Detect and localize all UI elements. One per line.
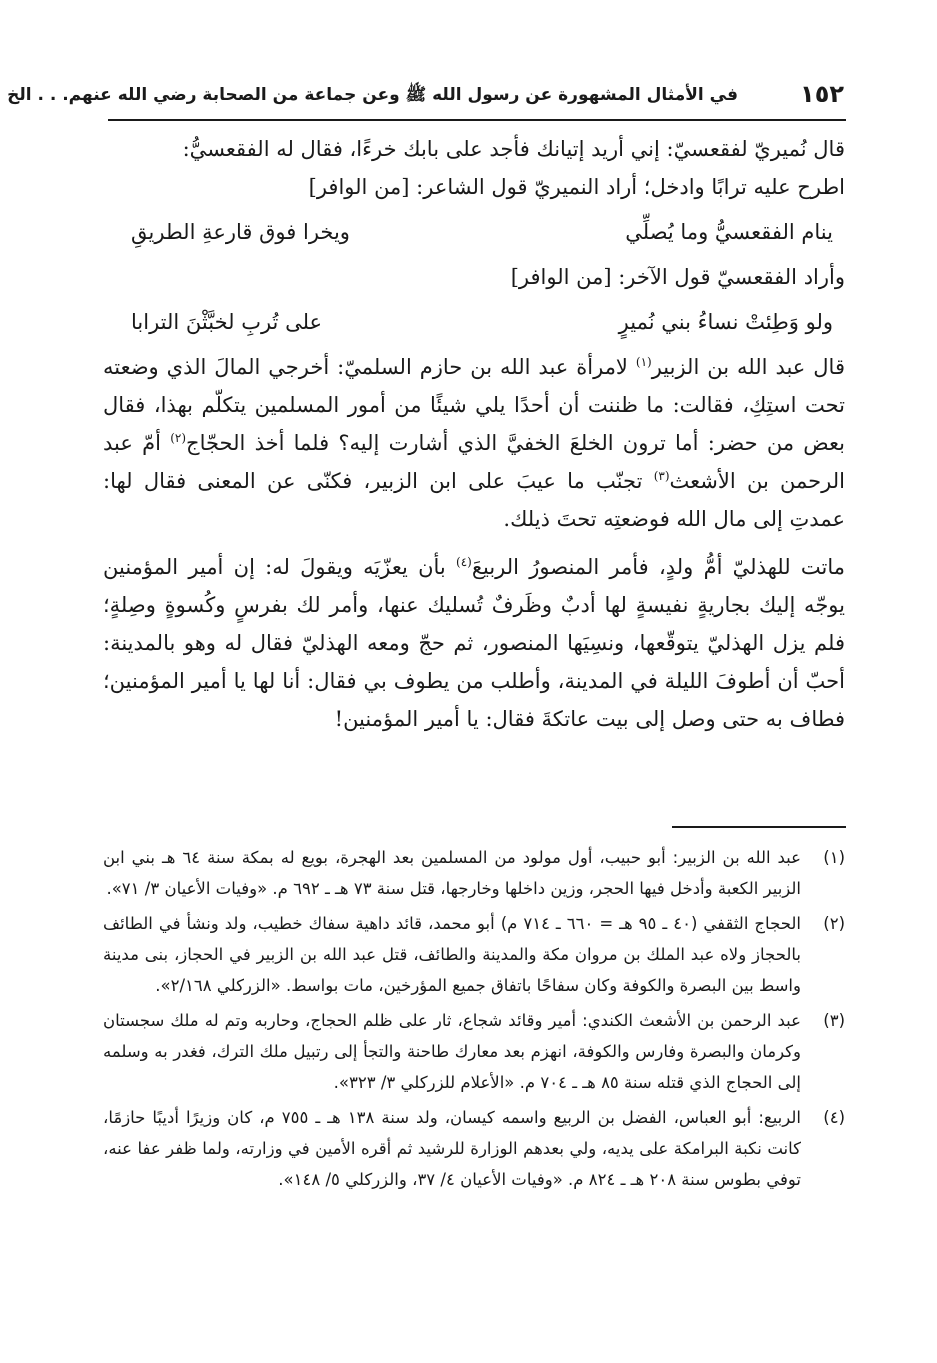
header-divider xyxy=(108,119,846,121)
verse-1-second-hemistich: ويخرا فوق قارعةِ الطريقِ xyxy=(131,220,350,244)
paragraph-4 xyxy=(103,548,845,738)
verse-2 xyxy=(103,296,845,348)
paragraph-4-part-a: ماتت للهذليّ أمُّ ولدٍ، فأمر المنصورُ الربيعَ xyxy=(471,555,845,579)
footnote-text: الربيع: أبو العباس، الفضل بن الربيع واسمه كيسان، ولد سنة ١٣٨ هـ ـ ٧٥٥ م، كان وزيرًا أديبًا حازمًا، كانت نكبة البرامكة على يديه، ولي بعدهم الوزارة للرشيد ثم أقره الأمين في وزارته، ولما ظفر عفا عنه، توفي بطوس سنة ٢٠٨ هـ ـ ٨٢٤ م. «وفيات الأعيان ٤/ ٣٧، والزركلي ٥/ ١٤٨». xyxy=(103,1108,801,1189)
paragraph-1 xyxy=(103,130,845,206)
verse-2-first-hemistich: ولو وَطِئتْ نساءُ بني نُميرٍ xyxy=(618,310,833,334)
paragraph-3-part-d: تجنّب ما عيبَ على ابن الزبير، فكنّى عن المعنى فقال لها: عمدتِ إلى مال الله فوضعتِه تحتَ ذيلك. xyxy=(103,469,845,531)
footnotes xyxy=(103,842,845,1199)
paragraph-1-line-2: اطرح عليه ترابًا وادخل؛ أراد النميريّ قول الشاعر: [من الوافر] xyxy=(308,175,845,199)
footnote-ref-1[interactable]: (١) xyxy=(635,355,652,369)
paragraph-3-part-b: لامرأة عبد الله بن حازم السلميّ: أخرجي المالَ الذي وضعته تحت استِكِ، فقالت: ما ظننت أن أحدًا يلي شيئًا من أمور المسلمين يتكلّم بهذا، فقال بعض من حضر: أما ترون الخلعَ الخفيَّ الذي أشارت إليه؟ فلما أخذ الحجّاج xyxy=(103,355,846,455)
footnote-divider xyxy=(672,826,846,828)
running-title: في الأمثال المشهورة عن رسول الله ﷺ وعن جماعة من الصحابة رضي الله عنهم. . . الخ xyxy=(7,85,738,105)
footnote-number: (٤) xyxy=(823,1108,845,1127)
paragraph-2 xyxy=(103,258,845,296)
paragraph-3 xyxy=(103,348,845,538)
paragraph-4-part-b: بأن يعزّيَه ويقولَ له: إن أمير المؤمنين يوجّه إليك بجاريةٍ نفيسةٍ لها أدبٌ وظَرفٌ تُسليك عنها، وأمر لك بفرسٍ وكُسوةٍ وصِلةٍ؛ فلم يزل الهذليّ يتوقّعها، ونسِيَها المنصور، ثم حجّ ومعه الهذليّ فقال له وهو بالمدينة: أحبّ أن أطوفَ الليلة في المدينة، وأطلب من يطوف بي فقال: أنا لها يا أمير المؤمنين؛ فطاف به حتى وصل إلى بيت عاتكةَ فقال: يا أمير المؤمنين! xyxy=(103,555,845,731)
footnote-ref-3[interactable]: (٣) xyxy=(653,469,670,483)
paragraph-3-part-c: أمّ عبد الرحمن بن الأشعث xyxy=(103,431,845,493)
footnote-number: (١) xyxy=(823,848,845,867)
verse-1 xyxy=(103,206,845,258)
footnote-4 xyxy=(103,1102,845,1195)
paragraph-2-text: وأراد الفقعسيّ قول الآخر: [من الوافر] xyxy=(510,265,845,289)
footnote-2 xyxy=(103,908,845,1001)
footnote-number: (٣) xyxy=(823,1011,845,1030)
footnote-text: عبد الرحمن بن الأشعث الكندي: أمير وقائد شجاع، ثار على ظلم الحجاج، وحاربه وتم له ملك سجستان وكرمان والبصرة وفارس والكوفة، انهزم بعد معارك طاحنة والتجأ إلى رتبيل ملك الترك، فغدر به وسلمه إلى الحجاج الذي قتله سنة ٨٥ هـ ـ ٧٠٤ م. «الأعلام للزركلي ٣/ ٣٢٣». xyxy=(103,1011,801,1092)
verse-2-second-hemistich: على تُربِ لخبَّثْنَ الترابا xyxy=(131,310,323,334)
footnote-text: عبد الله بن الزبير: أبو حبيب، أول مولود من المسلمين بعد الهجرة، بويع له بمكة سنة ٦٤ هـ بني ابن الزبير الكعبة وأدخل فيها الحجر، وزين داخلها وخارجها، قتل سنة ٧٣ هـ ـ ٦٩٢ م. «وفيات الأعيان ٣/ ٧١». xyxy=(103,848,801,898)
paragraph-3-part-a: قال عبد الله بن الزبير xyxy=(651,355,845,379)
footnote-number: (٢) xyxy=(823,914,845,933)
paragraph-1-line-1: قال نُميريّ لفقعسيّ: إني أريد إتيانك فأجد على بابك خرءًا، فقال له الفقعسيُّ: xyxy=(182,137,845,161)
page-header xyxy=(7,78,848,114)
page-number: ١٥٢ xyxy=(800,80,844,108)
footnote-ref-4[interactable]: (٤) xyxy=(456,555,472,569)
footnote-1 xyxy=(103,842,845,904)
main-text xyxy=(103,130,845,738)
footnote-text: الحجاج الثقفي (٤٠ ـ ٩٥ هـ = ٦٦٠ ـ ٧١٤ م) أبو محمد، قائد داهية سفاك خطيب، ولد ونشأ في الطائف بالحجاز ولاه عبد الملك بن مروان مكة والمدينة والطائف، قتل عبد الله بن الزبير في الحجاز، بنى مدينة واسط بين البصرة والكوفة وكان سفاحًا باتفاق جميع المؤرخين، مات بواسط. «الزركلي ٢/١٦٨». xyxy=(103,914,801,995)
footnote-ref-2[interactable]: (٢) xyxy=(170,431,187,445)
footnote-3 xyxy=(103,1005,845,1098)
verse-1-first-hemistich: ينام الفقعسيُّ وما يُصلِّي xyxy=(625,220,833,244)
